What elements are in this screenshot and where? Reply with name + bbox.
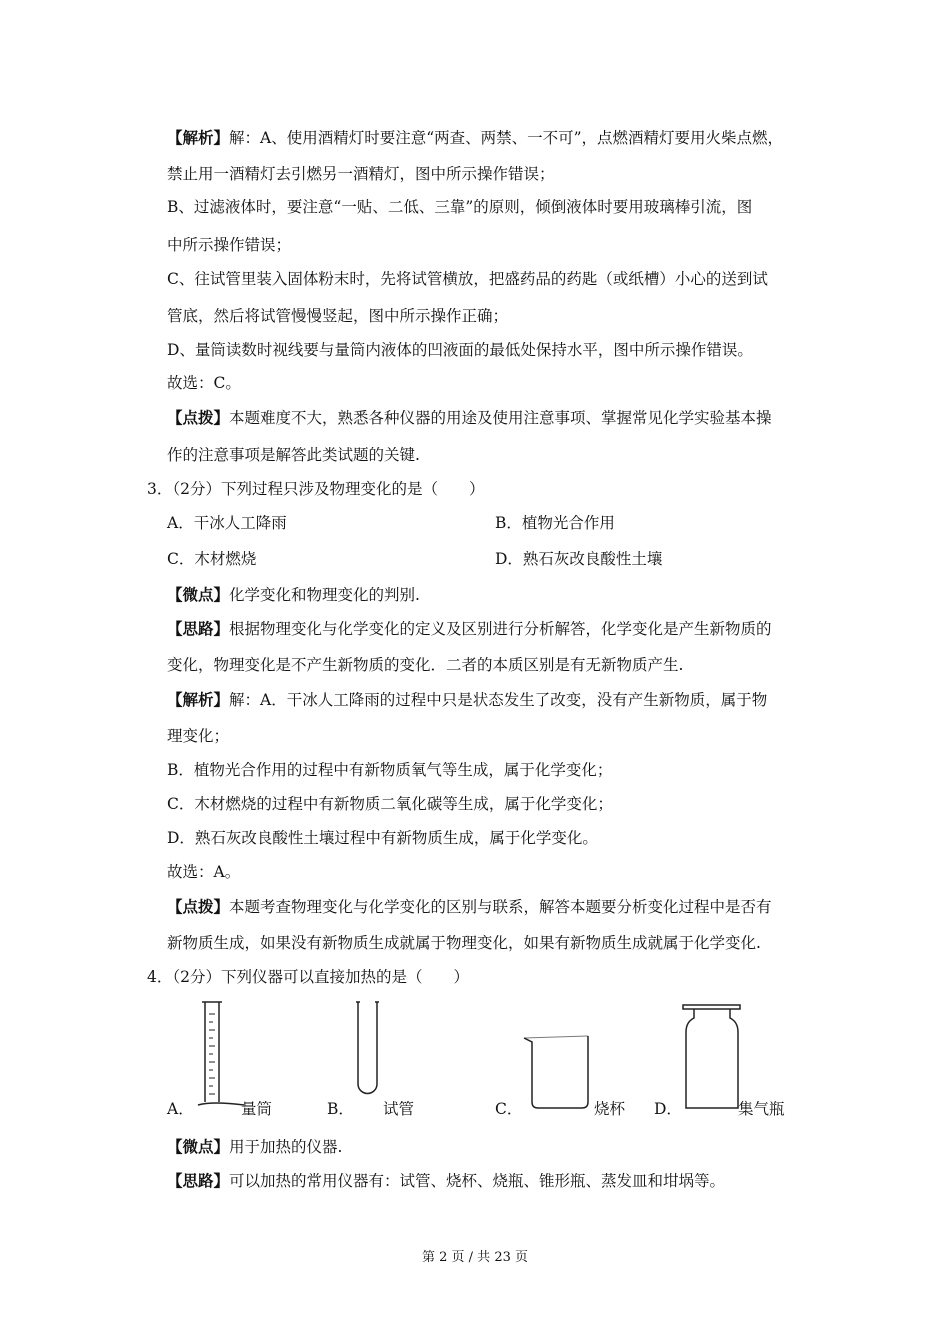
q2-analysis-line-1: 【解析】解：A、使用酒精灯时要注意“两查、两禁、一不可”，点燃酒精灯要用火柴点燃， bbox=[167, 128, 784, 147]
q3-option-b: B．植物光合作用 bbox=[495, 514, 615, 532]
note-tag: 【点拨】 bbox=[167, 897, 230, 916]
point-tag: 【微点】 bbox=[167, 1137, 230, 1156]
gas-collecting-bottle-icon bbox=[682, 1004, 742, 1112]
q2-note-line-1: 【点拨】本题难度不大，熟悉各种仪器的用途及使用注意事项、掌握常见化学实验基本操 bbox=[167, 408, 772, 427]
q3-note-line-1: 【点拨】本题考查物理变化与化学变化的区别与联系，解答本题要分析变化过程中是否有 bbox=[167, 897, 772, 916]
q4-stem: 4．（2分）下列仪器可以直接加热的是（ ） bbox=[147, 968, 469, 986]
q4-option-b-name: 试管 bbox=[383, 1100, 415, 1118]
q4-option-a-name: 量筒 bbox=[241, 1100, 273, 1118]
q3-note-line-2: 新物质生成，如果没有新物质生成就属于物理变化，如果有新物质生成就属于化学变化. bbox=[167, 934, 761, 952]
q3-analysis-line-1: 【解析】解：A．干冰人工降雨的过程中只是状态发生了改变，没有产生新物质，属于物 bbox=[167, 690, 768, 709]
q4-option-d-letter: D． bbox=[654, 1100, 682, 1118]
q3-option-a: A．干冰人工降雨 bbox=[167, 514, 287, 532]
q3-analysis-line-2: 理变化； bbox=[167, 727, 230, 745]
q3-idea-line-2: 变化，物理变化是不产生新物质的变化．二者的本质区别是有无新物质产生. bbox=[167, 656, 684, 674]
q4-option-b-letter: B． bbox=[327, 1100, 354, 1118]
idea-tag: 【思路】 bbox=[167, 619, 230, 638]
graduated-cylinder-icon bbox=[196, 1000, 246, 1112]
q3-option-d: D．熟石灰改良酸性土壤 bbox=[495, 550, 663, 568]
q3-option-c: C．木材燃烧 bbox=[167, 550, 257, 568]
q2-analysis-line-3: B、过滤液体时，要注意“一贴、二低、三靠”的原则，倾倒液体时要用玻璃棒引流，图 bbox=[167, 198, 753, 216]
q3-analysis-line-4: C．木材燃烧的过程中有新物质二氧化碳等生成，属于化学变化； bbox=[167, 795, 613, 813]
analysis-tag: 【解析】 bbox=[167, 128, 230, 147]
q2-analysis-line-4: 中所示操作错误； bbox=[167, 236, 292, 254]
q4-idea: 【思路】可以加热的常用仪器有：试管、烧杯、烧瓶、锥形瓶、蒸发皿和坩埚等。 bbox=[167, 1171, 726, 1190]
q2-answer: 故选：C。 bbox=[167, 374, 241, 392]
q4-option-a-letter: A． bbox=[167, 1100, 194, 1118]
test-tube-icon bbox=[355, 1000, 381, 1100]
q4-option-d-name: 集气瓶 bbox=[738, 1100, 785, 1118]
q3-answer: 故选：A。 bbox=[167, 863, 241, 881]
beaker-icon bbox=[522, 1032, 594, 1110]
q2-analysis-line-5: C、往试管里装入固体粉末时，先将试管横放，把盛药品的药匙（或纸槽）小心的送到试 bbox=[167, 270, 768, 288]
q3-analysis-line-5: D．熟石灰改良酸性土壤过程中有新物质生成，属于化学变化。 bbox=[167, 829, 598, 847]
analysis-tag: 【解析】 bbox=[167, 690, 230, 709]
q4-point: 【微点】用于加热的仪器. bbox=[167, 1137, 343, 1156]
q3-point: 【微点】化学变化和物理变化的判别. bbox=[167, 585, 420, 604]
q3-analysis-line-3: B．植物光合作用的过程中有新物质氧气等生成，属于化学变化； bbox=[167, 761, 613, 779]
page-footer: 第 2 页 / 共 23 页 bbox=[422, 1250, 528, 1265]
q2-analysis-line-7: D、量筒读数时视线要与量筒内液体的凹液面的最低处保持水平，图中所示操作错误。 bbox=[167, 341, 753, 359]
idea-tag: 【思路】 bbox=[167, 1171, 230, 1190]
note-tag: 【点拨】 bbox=[167, 408, 230, 427]
q2-note-line-2: 作的注意事项是解答此类试题的关键. bbox=[167, 446, 420, 464]
point-tag: 【微点】 bbox=[167, 585, 230, 604]
q3-idea-line-1: 【思路】根据物理变化与化学变化的定义及区别进行分析解答，化学变化是产生新物质的 bbox=[167, 619, 772, 638]
q3-stem: 3．（2分）下列过程只涉及物理变化的是（ ） bbox=[147, 480, 485, 498]
q4-option-c-name: 烧杯 bbox=[594, 1100, 626, 1118]
q2-analysis-line-6: 管底，然后将试管慢慢竖起，图中所示操作正确； bbox=[167, 307, 509, 325]
q4-option-c-letter: C． bbox=[495, 1100, 523, 1118]
q2-analysis-line-2: 禁止用一酒精灯去引燃另一酒精灯，图中所示操作错误； bbox=[167, 165, 555, 183]
